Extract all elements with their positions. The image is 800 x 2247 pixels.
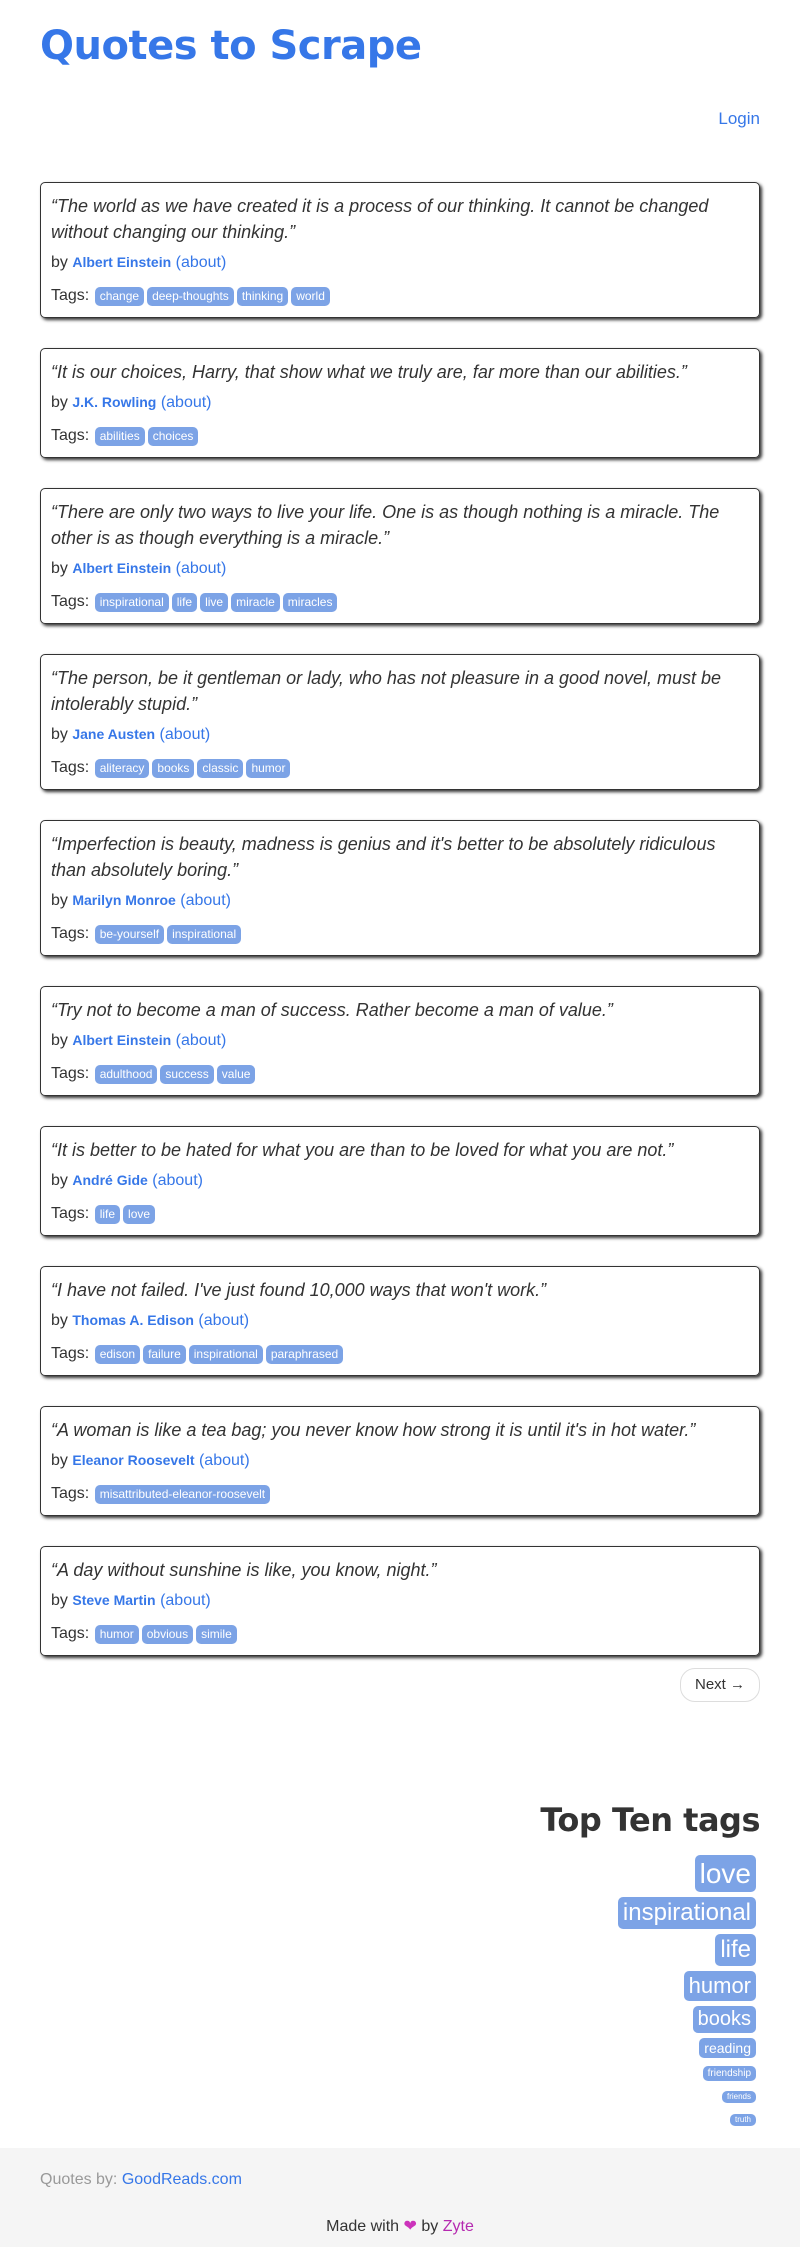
tags-label: Tags: [51,593,90,610]
credits-prefix: Quotes by: [40,2171,118,2188]
quote-byline [51,1449,749,1472]
tag-link[interactable]: be-yourself [95,925,164,944]
by-label: by [51,560,68,577]
quote-byline [51,251,749,274]
tag-link[interactable]: misattributed-eleanor-roosevelt [95,1485,270,1504]
footer-credits [40,2171,242,2189]
login-link[interactable]: Login [718,109,760,128]
next-label: Next [694,1676,726,1693]
tag-link[interactable]: deep-thoughts [147,287,234,306]
top-tag-link[interactable]: reading [699,2038,756,2058]
quote-tags [51,1483,749,1505]
tag-link[interactable]: inspirational [189,1345,263,1364]
quote-text: “I have not failed. I've just found 10,000 ways that won't work.” [51,1280,547,1300]
quote-byline [51,1029,749,1052]
quote-text: “It is our choices, Harry, that show what we truly are, far more than our abilities.” [51,362,687,382]
quote-tags [51,1623,749,1645]
tag-link[interactable]: change [95,287,144,306]
quote-byline [51,1169,749,1192]
quote-author: Eleanor Roosevelt [72,1452,195,1468]
quote-author: Steve Martin [72,1592,156,1608]
author-about-link[interactable]: (about) [175,254,227,271]
by-label: by [51,726,68,743]
by-label: by [51,394,68,411]
made-by: by [421,2218,439,2235]
author-about-link[interactable]: (about) [175,1032,227,1049]
top-tags-title: Top Ten tags [540,1801,760,1839]
author-about-link[interactable]: (about) [175,560,227,577]
by-label: by [51,1592,68,1609]
site-title-link[interactable]: Quotes to Scrape [40,23,422,69]
top-tag-link[interactable]: love [695,1855,756,1892]
tag-link[interactable]: classic [197,759,243,778]
tag-link[interactable]: miracles [283,593,338,612]
quote-author: Albert Einstein [72,254,172,270]
author-about-link[interactable]: (about) [159,726,211,743]
heart-icon: ❤ [403,2218,417,2235]
tag-link[interactable]: failure [143,1345,186,1364]
footer [0,2148,800,2247]
top-tag-link[interactable]: humor [684,1971,756,2001]
tag-link[interactable]: miracle [231,593,280,612]
made-with-line [0,2216,800,2236]
top-tag-item [618,1855,756,1892]
tag-link[interactable]: humor [246,759,290,778]
author-about-link[interactable]: (about) [180,892,231,909]
author-about-link[interactable]: (about) [198,1452,250,1469]
tag-link[interactable]: humor [95,1625,139,1644]
top-tag-link[interactable]: inspirational [618,1897,756,1929]
tags-label: Tags: [51,1485,90,1502]
top-tag-item [618,1897,756,1929]
tag-link[interactable]: abilities [95,427,145,446]
quote-author: André Gide [72,1172,148,1188]
quote-byline [51,1589,749,1612]
tag-link[interactable]: choices [148,427,199,446]
by-label: by [51,892,68,909]
author-about-link[interactable]: (about) [198,1312,250,1329]
tag-link[interactable]: inspirational [95,593,169,612]
tag-link[interactable]: success [160,1065,213,1084]
quote-card [40,1126,760,1236]
quote-card [40,820,760,956]
quote-byline [51,723,749,746]
quote-tags [51,591,749,613]
quote-tags [51,1063,749,1085]
tag-link[interactable]: value [217,1065,256,1084]
tag-link[interactable]: edison [95,1345,140,1364]
tag-link[interactable]: books [152,759,194,778]
top-tag-item [618,2006,756,2033]
tags-label: Tags: [51,925,90,942]
quote-text: “A day without sunshine is like, you know, night.” [51,1560,437,1580]
quote-text: “There are only two ways to live your life. One is as though nothing is a miracle. The other is as though everything is a miracle.” [51,502,720,548]
top-tags-list [618,1855,756,2132]
quote-author: Jane Austen [72,726,156,742]
quote-text: “A woman is like a tea bag; you never know how strong it is until it's in hot water.” [51,1420,696,1440]
quote-byline [51,1309,749,1332]
quote-list [40,182,760,1686]
top-tag-item [618,2109,756,2127]
quote-text: “Try not to become a man of success. Rather become a man of value.” [51,1000,613,1020]
author-about-link[interactable]: (about) [160,394,212,411]
quote-byline [51,889,749,912]
quote-card [40,986,760,1096]
tag-link[interactable]: love [123,1205,155,1224]
quote-text: “Imperfection is beauty, madness is genius and it's better to be absolutely ridiculous than absolutely boring.” [51,834,716,880]
tag-link[interactable]: paraphrased [266,1345,343,1364]
top-tag-item [618,2063,756,2081]
quote-author: Marilyn Monroe [72,892,176,908]
tag-link[interactable]: life [172,593,197,612]
quote-card [40,1406,760,1516]
zyte-link[interactable]: Zyte [442,2218,474,2235]
tags-label: Tags: [51,1625,90,1642]
quote-text: “The person, be it gentleman or lady, who has not pleasure in a good novel, must be intolerably stupid.” [51,668,722,714]
tag-link[interactable]: thinking [237,287,288,306]
tags-label: Tags: [51,427,90,444]
tags-label: Tags: [51,1205,90,1222]
arrow-right-icon: → [730,1676,745,1693]
quote-author: Albert Einstein [72,1032,172,1048]
quote-text: “It is better to be hated for what you are than to be loved for what you are not.” [51,1140,674,1160]
tag-link[interactable]: world [291,287,330,306]
tag-link[interactable]: simile [196,1625,237,1644]
quote-text: “The world as we have created it is a process of our thinking. It cannot be changed without changing our thinking.” [51,196,709,242]
author-about-link[interactable]: (about) [160,1592,211,1609]
tag-link[interactable]: aliteracy [95,759,150,778]
quote-tags [51,757,749,779]
top-tag-item [618,2086,756,2104]
quote-tags [51,1203,749,1225]
tag-link[interactable]: inspirational [167,925,241,944]
quote-card [40,348,760,458]
quote-author: J.K. Rowling [72,394,157,410]
quote-card [40,488,760,624]
tags-label: Tags: [51,1065,90,1082]
quote-card [40,1546,760,1656]
tag-link[interactable]: live [200,593,228,612]
quote-tags [51,1343,749,1365]
quote-tags [51,285,749,307]
tags-label: Tags: [51,287,90,304]
tag-link[interactable]: adulthood [95,1065,158,1084]
next-page-button[interactable] [680,1668,760,1702]
top-tag-item [618,1971,756,2001]
quote-card [40,1266,760,1376]
quote-card [40,182,760,318]
by-label: by [51,1032,68,1049]
quote-byline [51,391,749,414]
tags-label: Tags: [51,759,90,776]
quote-author: Thomas A. Edison [72,1312,194,1328]
top-tag-link[interactable]: life [715,1934,756,1966]
tag-link[interactable]: life [95,1205,120,1224]
tag-link[interactable]: obvious [142,1625,193,1644]
by-label: by [51,1452,68,1469]
made-prefix: Made with [326,2218,400,2235]
top-tag-link[interactable]: truth [730,2114,756,2126]
quote-tags [51,425,749,447]
quote-byline [51,557,749,580]
top-tag-link[interactable]: friendship [703,2066,756,2081]
by-label: by [51,1172,68,1189]
tags-label: Tags: [51,1345,90,1362]
top-tag-link[interactable]: friends [722,2091,756,2103]
quote-tags [51,923,749,945]
quote-author: Albert Einstein [72,560,172,576]
by-label: by [51,254,68,271]
goodreads-link[interactable]: GoodReads.com [121,2171,242,2188]
quote-card [40,654,760,790]
top-tag-item [618,2038,756,2058]
top-tag-item [618,1934,756,1966]
top-tag-link[interactable]: books [693,2006,756,2033]
by-label: by [51,1312,68,1329]
author-about-link[interactable]: (about) [152,1172,203,1189]
